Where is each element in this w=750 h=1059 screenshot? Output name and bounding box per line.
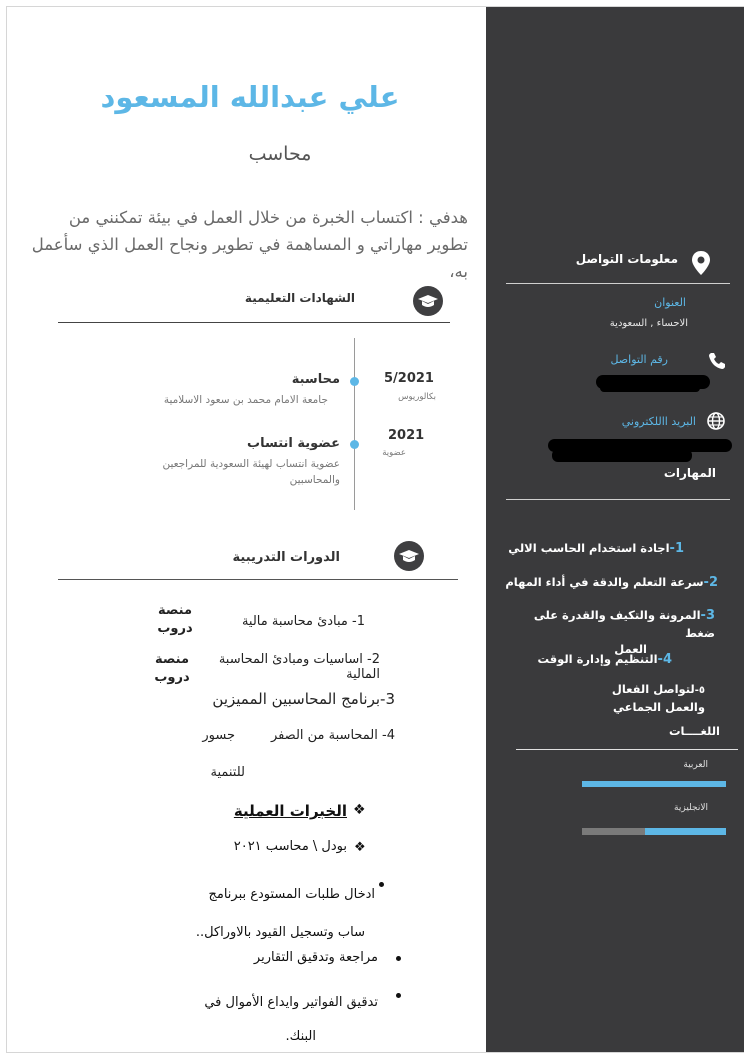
objective bbox=[30, 204, 468, 285]
education-date: 2021 bbox=[388, 428, 425, 443]
language-bar-fill bbox=[645, 828, 726, 835]
course-provider bbox=[150, 602, 200, 638]
skill-number: ٥- bbox=[694, 685, 705, 696]
contact-divider bbox=[506, 283, 730, 284]
phone-icon bbox=[708, 352, 726, 374]
skill-text: العمل bbox=[614, 642, 647, 656]
skill-number: 3- bbox=[700, 608, 715, 623]
contact-heading: معلومات التواصل bbox=[575, 252, 678, 266]
email-redaction bbox=[552, 449, 692, 462]
education-date-note: عضوية bbox=[382, 448, 406, 458]
skill-text: والعمل الجماعي bbox=[613, 700, 705, 714]
education-subtitle: عضوية انتساب لهيئة السعودية للمراجعين bbox=[162, 458, 340, 470]
experience-job: بودل \ محاسب ٢٠٢١ bbox=[233, 839, 347, 854]
round-bullet-icon bbox=[379, 882, 384, 887]
duty-line: ادخال طلبات المستودع ببرنامج bbox=[208, 887, 375, 902]
objective-line-1: هدفي : اكتساب الخبرة من خلال العمل في بيئة تمكنني من bbox=[68, 208, 468, 227]
skill-text: اجادة استخدام الحاسب الالي bbox=[508, 541, 670, 555]
skills-divider bbox=[506, 499, 730, 500]
languages-divider bbox=[516, 749, 738, 750]
skills-heading: المهارات bbox=[663, 466, 716, 480]
experience-duty bbox=[160, 986, 378, 1054]
education-divider bbox=[58, 322, 450, 323]
education-date-note: بكالوريوس bbox=[398, 392, 436, 402]
education-title: محاسبة bbox=[291, 372, 340, 387]
course-item: 2- اساسيات ومبادئ المحاسبة المالية bbox=[218, 652, 380, 682]
education-heading: الشهادات التعليمية bbox=[244, 291, 355, 305]
skill-item bbox=[492, 571, 718, 590]
language-bar-fill bbox=[582, 781, 726, 787]
skill-number: 2- bbox=[703, 575, 718, 590]
graduation-cap-icon bbox=[413, 286, 443, 316]
education-subtitle: جامعة الامام محمد بن سعود الاسلامية bbox=[163, 394, 328, 406]
skill-text: لتواصل الفعال bbox=[611, 682, 695, 696]
timeline-line bbox=[354, 338, 355, 510]
timeline-dot bbox=[350, 440, 359, 449]
duty-line: تدقيق الفواتير وايداع الأموال في bbox=[204, 995, 378, 1010]
map-pin-icon bbox=[690, 250, 712, 280]
course-provider-line: دروب bbox=[157, 621, 193, 636]
course-item: 1- مبادئ محاسبة مالية bbox=[241, 614, 365, 629]
course-provider-line: دروب bbox=[154, 670, 190, 685]
course-item: 4- المحاسبة من الصفر bbox=[270, 728, 395, 743]
objective-line-2: تطوير مهاراتي و المساهمة في تطوير ونجاح العمل الذي سأعمل به، bbox=[31, 235, 468, 281]
duty-line: البنك. bbox=[285, 1029, 316, 1044]
graduation-cap-icon bbox=[394, 541, 424, 571]
languages-heading: اللغــــات bbox=[668, 724, 720, 738]
course-item: 3-برنامج المحاسبين المميزين bbox=[212, 690, 395, 708]
language-bar-track bbox=[582, 781, 726, 787]
diamond-bullet-icon: ❖ bbox=[353, 802, 366, 818]
courses-divider bbox=[58, 579, 458, 580]
skill-item bbox=[560, 680, 705, 715]
course-provider-line: منصة bbox=[157, 603, 193, 618]
experience-duty: مراجعة وتدقيق التقارير bbox=[253, 950, 378, 965]
education-entry bbox=[100, 372, 340, 406]
globe-icon bbox=[706, 411, 726, 435]
round-bullet-icon bbox=[396, 993, 401, 998]
skill-text: المرونة والتكيف والقدرة على ضغط bbox=[533, 608, 715, 640]
course-provider-line: منصة bbox=[154, 652, 190, 667]
skill-item bbox=[500, 537, 684, 556]
course-provider-line: للتنمية bbox=[210, 765, 245, 780]
sidebar bbox=[486, 7, 744, 1052]
phone-redaction bbox=[600, 384, 700, 392]
education-entry bbox=[100, 436, 340, 488]
experience-heading: الخبرات العملية bbox=[233, 802, 347, 820]
skill-number: 4- bbox=[657, 652, 672, 667]
duty-line: ساب وتسجيل القيود بالاوراكل.. bbox=[195, 925, 365, 940]
skill-text: التنظيم وإدارة الوقت bbox=[537, 652, 658, 666]
skill-item bbox=[500, 648, 672, 667]
language-name: العربية bbox=[683, 760, 708, 770]
language-name: الانجليزية bbox=[674, 803, 708, 813]
job-title: محاسب bbox=[248, 143, 312, 165]
course-provider bbox=[147, 651, 197, 687]
education-title: عضوية انتساب bbox=[247, 436, 340, 451]
education-date: 5/2021 bbox=[384, 371, 434, 386]
education-subtitle: والمحاسبين bbox=[289, 474, 340, 486]
round-bullet-icon bbox=[396, 956, 401, 961]
diamond-bullet-icon: ❖ bbox=[354, 840, 366, 855]
address-label: العنوان bbox=[654, 296, 686, 309]
experience-duty bbox=[160, 876, 375, 952]
address-value: الاحساء , السعودية bbox=[609, 318, 688, 329]
person-name: علي عبدالله المسعود bbox=[100, 80, 400, 114]
timeline-dot bbox=[350, 377, 359, 386]
course-provider-line: جسور bbox=[202, 728, 235, 743]
courses-heading: الدورات التدريبية bbox=[232, 550, 340, 565]
language-bar-track bbox=[582, 828, 726, 835]
skill-number: 1- bbox=[669, 541, 684, 556]
skill-text: سرعة التعلم والدقة في أداء المهام bbox=[505, 575, 704, 589]
email-label: البريد االلكتروني bbox=[621, 415, 696, 428]
phone-label: رقم التواصل bbox=[610, 353, 668, 366]
